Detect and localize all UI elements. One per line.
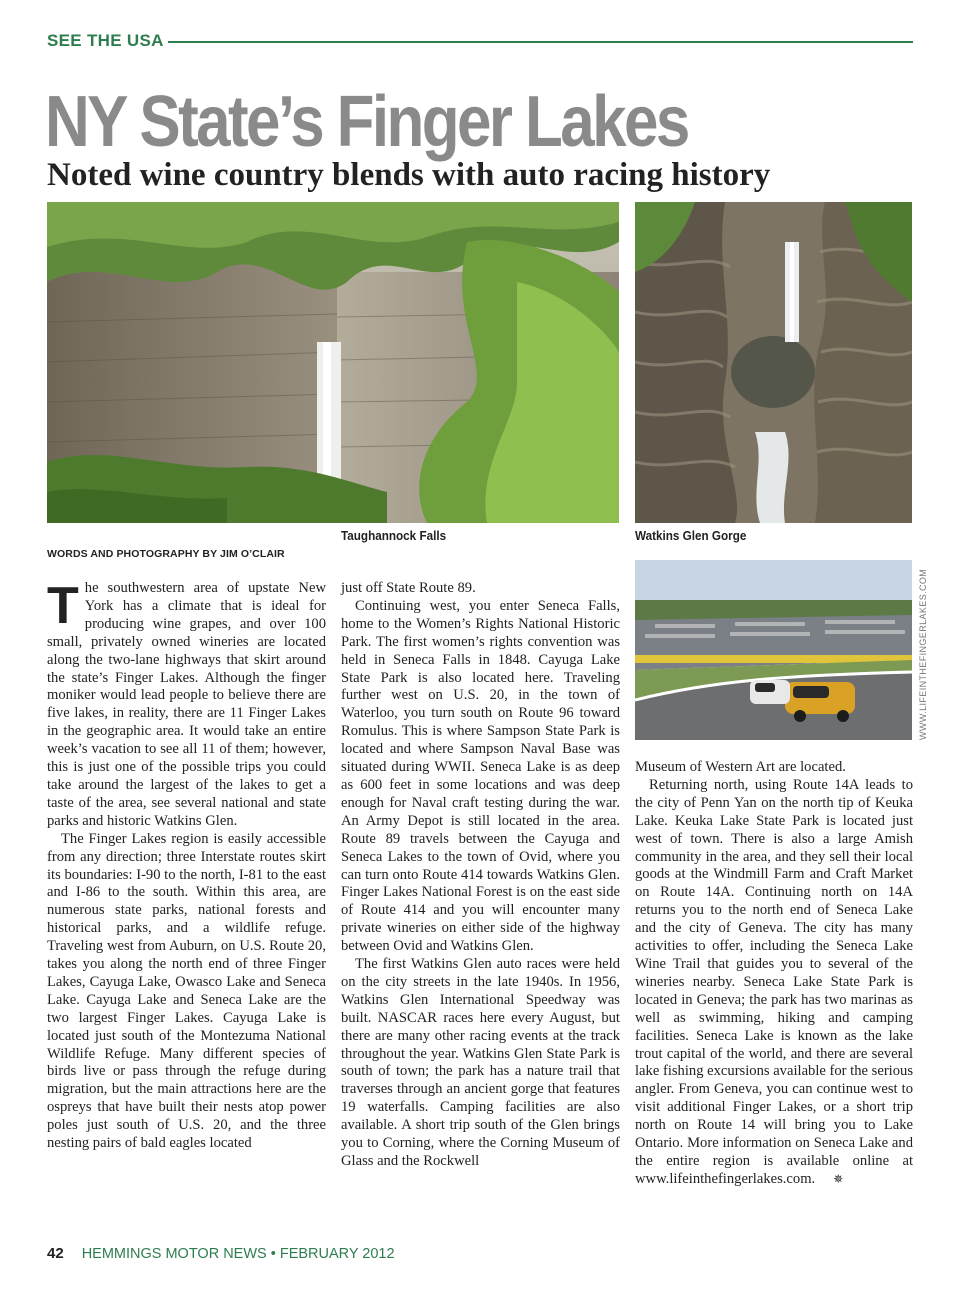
section-label: SEE THE USA	[47, 31, 164, 50]
drop-cap: T	[47, 577, 79, 635]
photo-watkins-glen-race	[635, 560, 912, 740]
article-paragraph	[47, 577, 326, 831]
article-paragraph: just off State Route 89.	[341, 580, 476, 596]
article-column-3	[635, 759, 913, 1189]
photo-watkins-glen-gorge	[635, 202, 912, 523]
subhead: Noted wine country blends with auto racing history	[47, 157, 771, 193]
caption-watkins-glen-gorge: Watkins Glen Gorge	[635, 528, 747, 543]
pinwheel-end-mark-icon: ✵	[833, 1171, 844, 1186]
article-column-2	[341, 580, 620, 1171]
article-paragraph: The Finger Lakes region is easily accessible from any direction; three Interstate routes skirt its boundaries: I-90 to the north, I-81 to the east and I-86 to the south. Within this area, are numerous state parks, national forests and historical parks, and a wildlife refuge. Traveling west from Auburn, on U.S. Route 20, takes you along the north end of three Finger Lakes, Cayuga Lake, Owasco Lake and Seneca Lake. Cayuga Lake and Seneca Lake are the two largest Finger Lakes. Cayuga Lake is located just south of the Montezuma National Wildlife Refuge. Many different species of birds live or pass through the refuge during migration, but the main attractions here are the ospreys that have built their nests atop power poles just south of U.S. 20, and the three nesting pairs of bald eagles located	[47, 830, 326, 1152]
headline: NY State’s Finger Lakes	[45, 82, 688, 162]
page-footer	[47, 1245, 395, 1262]
article-paragraph: Continuing west, you enter Seneca Falls, home to the Women’s Rights National Historic Park. The first women’s rights convention was held in Seneca Falls in 1848. Cayuga Lake State Park is also located here. Traveling further west on U.S. 20, in the town of Waterloo, you turn south on Route 96 toward Romulus. This is where Sampson State Park is located and where Sampson Naval Base was situated during WWII. Seneca Lake is as deep as 600 feet in some locations and was deep enough for Naval craft testing during the war. An Army Depot is still located in the area. Route 89 travels between the Cayuga and Seneca Lakes to the town of Ovid, where you can turn onto Route 414 towards Watkins Glen. Finger Lakes National Forest is on the east side of Route 414 and you will encounter many private wineries on either side of the highway between Ovid and Watkins Glen.	[341, 597, 620, 955]
page-number: 42	[47, 1245, 64, 1262]
article-paragraph: Museum of Western Art are located.	[635, 759, 846, 775]
publication-line: HEMMINGS MOTOR NEWS • FEBRUARY 2012	[81, 1246, 395, 1262]
photo-taughannock-falls	[47, 202, 619, 523]
paragraph-text: he southwestern area of upstate New York has a climate that is ideal for producing wine grapes, and over 100 small, privately owned wineries are located along the two-lane highways that skirt around the state’s Finger Lakes. Although the finger moniker would lead people to believe there are five lakes, in reality, there are 11 Finger Lakes in the geographic area. It would take an entire week’s vacation to see all 11 of them; however, this is just one of the possible trips you could take around the largest of the lakes to get a taste of the area, see several national and state parks and historic Watkins Glen.	[47, 580, 326, 829]
photo-credit: WWW.LIFEINTHEFINGERLAKES.COM	[918, 568, 928, 740]
caption-taughannock-falls: Taughannock Falls	[341, 528, 447, 543]
article-paragraph: The first Watkins Glen auto races were held on the city streets in the late 1940s. In 1956, Watkins Glen International Speedway was built. NASCAR races here every August, but there are many other racing events at the track throughout the year. Watkins Glen State Park is south of town; the park has a nature trail that traverses through an ancient gorge that features 19 waterfalls. Camping facilities are also available. A short trip south of the Glen brings you to Corning, where the Corning Museum of Glass and the Rockwell	[341, 956, 620, 1169]
section-rule	[168, 41, 913, 43]
article-column-1	[47, 577, 326, 1153]
paragraph-text: Returning north, using Route 14A leads to the city of Penn Yan on the north tip of Keuka Lake. Keuka Lake State Park is located just west of town. There is also a large Amish community in the area, and they sell their local goods at the Windmill Farm and Craft Market on Route 14A. Continuing north on 14A returns you to the north end of Seneca Lake and the city of Geneva. The city has many activities to offer, including the Seneca Lake Wine Trail that guides you to several of the wineries nearby. Seneca Lake State Park is located in Geneva; the park has two marinas as well as swimming, hiking and camping facilities. Seneca Lake is known as the lake trout capital of the world, and there are several lake fishing excursions available for the serious angler. From Geneva, you can continue west to visit additional Finger Lakes, or a short trip north on Route 14 will bring you to Lake Ontario. More information on Seneca Lake and the entire region is available online at www.lifeinthefingerlakes.com.	[635, 776, 914, 1187]
article-paragraph	[635, 777, 913, 1189]
byline: WORDS AND PHOTOGRAPHY BY JIM O’CLAIR	[47, 548, 285, 560]
section-header	[47, 29, 913, 53]
